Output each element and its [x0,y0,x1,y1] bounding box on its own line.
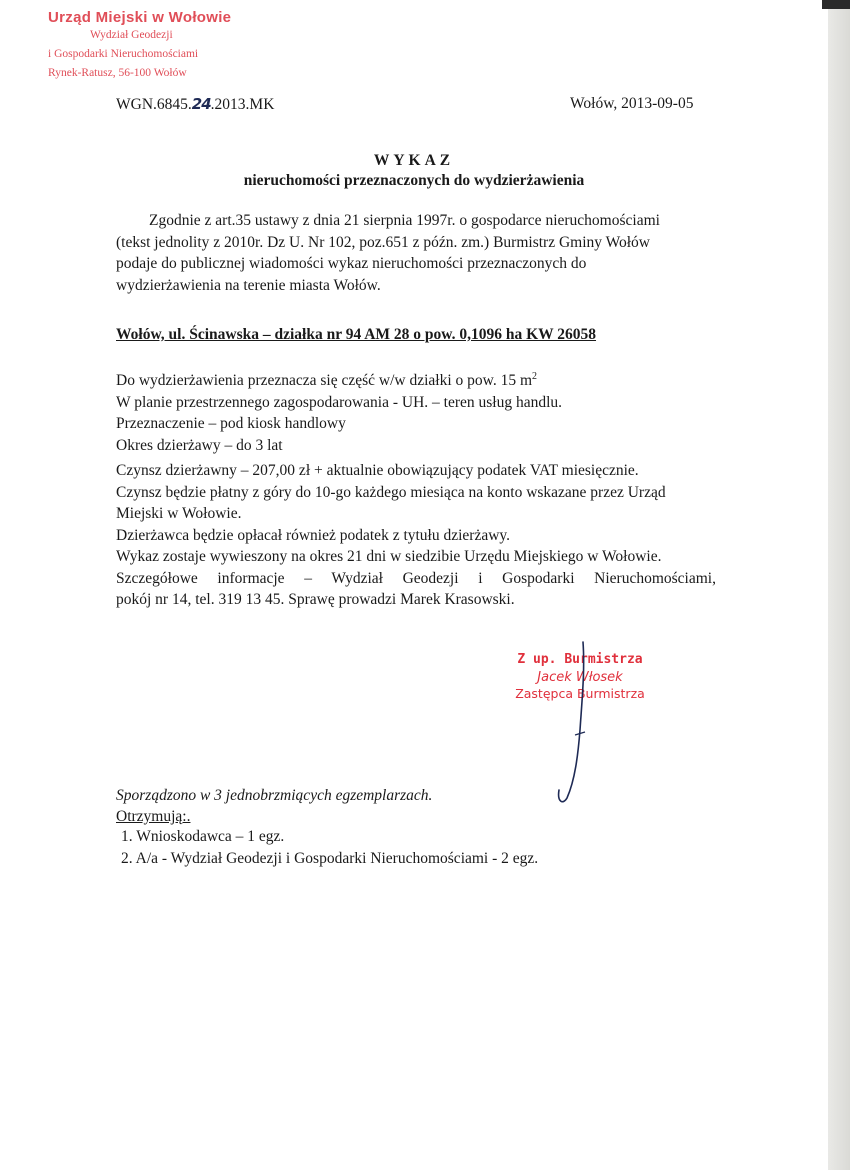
purpose-line: Przeznaczenie – pod kiosk handlowy [116,415,346,433]
list-item: 2. A/a - Wydział Geodezji i Gospodarki Nieruchomościami - 2 egz. [121,850,539,867]
details-paragraph [116,366,716,456]
document-title: WYKAZ [373,152,455,169]
office-stamp-name: Urząd Miejski w Wołowie [48,9,232,26]
list-item: 1. Wnioskodawca – 1 egz. [121,828,285,845]
intro-line: wydzierżawienia na terenie miasta Wołów. [116,276,381,294]
plan-line: W planie przestrzennego zagospodarowania - UH. – teren usług handlu. [116,393,563,411]
document-number-suffix: .2013.MK [210,96,275,113]
recipients-label: Otrzymują:. [116,808,191,825]
intro-line: podaje do publicznej wiadomości wykaz nieruchomości przeznaczonych do [116,255,587,272]
rent-paragraph [116,460,716,611]
handwritten-signature [545,640,605,810]
signature-stamp-title: Zastępca Burmistrza [515,686,645,701]
intro-paragraph [116,210,716,296]
period-line: Okres dzierżawy – do 3 lat [116,436,283,454]
rent-line: Czynsz dzierżawny – 207,00 zł + aktualnie obowiązujący podatek VAT miesięcznie. [116,462,639,479]
payment-line: Czynsz będzie płatny z góry do 10-go każdego miesiąca na konto wskazane przez Urząd [116,483,666,501]
signature-stamp-name: Jacek Włosek [537,670,623,685]
intro-line: Zgodnie z art.35 ustawy z dnia 21 sierpnia 1997r. o gospodarce nieruchomościami [149,212,660,229]
office-stamp [48,9,258,83]
scan-corner [822,0,850,9]
posting-line: Wykaz zostaje wywieszony na okres 21 dni w siedzibie Urzędu Miejskiego w Wołowie. [116,548,662,565]
document-subtitle: nieruchomości przeznaczonych do wydzierżawienia [243,172,585,189]
recipients-list [121,826,538,870]
area-line [116,366,716,392]
document-number-handwritten: 24 [191,95,211,113]
area-text: Do wydzierżawienia przeznacza się część w/w działki o pow. 15 m [116,372,533,390]
signature-stamp-authority: Z up. Burmistrza [517,652,643,667]
office-stamp-address: Rynek-Ratusz, 56-100 Wołów [48,67,187,79]
place-and-date: Wołów, 2013-09-05 [570,95,694,112]
scan-edge [828,0,850,1170]
info-line-cont: pokój nr 14, tel. 319 13 45. Sprawę prowadzi Marek Krasowski. [116,591,515,608]
parcel-heading: Wołów, ul. Ścinawska – działka nr 94 AM 28 o pow. 0,1096 ha KW 26058 [116,326,597,343]
payment-line-cont: Miejski w Wołowie. [116,505,242,522]
tax-line: Dzierżawca będzie opłacał również podatek z tytułu dzierżawy. [116,526,511,544]
info-line: Szczegółowe informacje – Wydział Geodezji i Gospodarki Nieruchomościami, [116,569,716,587]
office-stamp-department-cont: i Gospodarki Nieruchomościami [48,48,199,60]
area-superscript: 2 [532,371,538,382]
document-number-prefix: WGN.6845. [116,96,192,113]
office-stamp-department: Wydział Geodezji [90,29,173,41]
document-number [116,95,274,114]
intro-line: (tekst jednolity z 2010r. Dz U. Nr 102, poz.651 z późn. zm.) Burmistrz Gminy Wołów [116,233,650,251]
copies-note: Sporządzono w 3 jednobrzmiących egzemplarzach. [116,787,433,804]
